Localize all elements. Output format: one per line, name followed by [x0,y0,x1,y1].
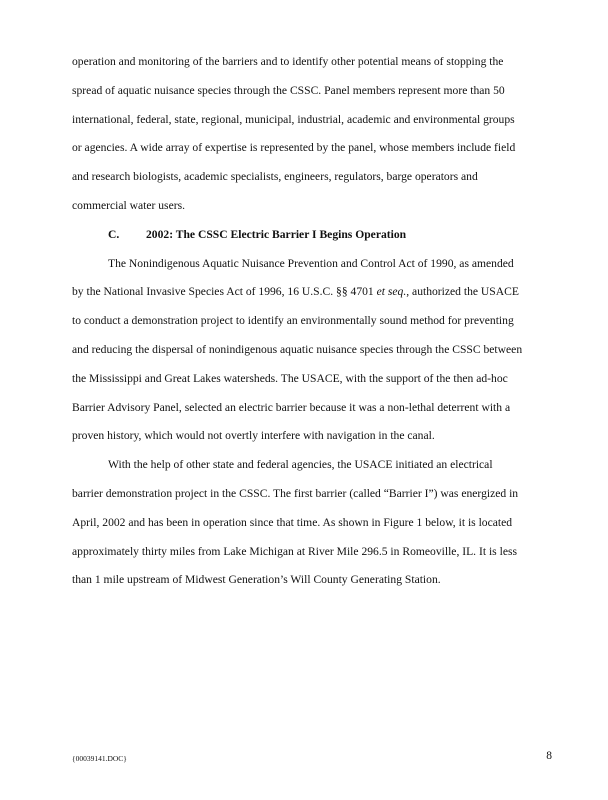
paragraph-panel-members [72,48,552,221]
text-line: and research biologists, academic specialists, engineers, regulators, barge operators and [72,170,478,184]
text-line: proven history, which would not overtly interfere with navigation in the canal. [72,429,435,443]
document-body [72,48,552,595]
text-line: With the help of other state and federal agencies, the USACE initiated an electrical [108,458,493,472]
section-heading [72,221,552,250]
text-line: to conduct a demonstration project to identify an environmentally sound method for preventing [72,314,514,328]
text-line: international, federal, state, regional, municipal, industrial, academic and environmental groups [72,112,515,126]
paragraph-nansa [72,250,552,452]
section-title: 2002: The CSSC Electric Barrier I Begins Operation [146,227,407,241]
text-line: and reducing the dispersal of nonindigenous aquatic nuisance species through the CSSC between [72,342,523,356]
italic-citation: et seq. [376,285,407,299]
paragraph-barrier-demonstration [72,451,552,595]
text-line: The Nonindigenous Aquatic Nuisance Prevention and Control Act of 1990, as amended [108,256,514,270]
document-id: {00039141.DOC} [72,754,127,763]
text-line: than 1 mile upstream of Midwest Generation’s Will County Generating Station. [72,573,441,587]
text-line: April, 2002 and has been in operation since that time. As shown in Figure 1 below, it is located [72,515,513,529]
text-line: by the National Invasive Species Act of 1996, 16 U.S.C. §§ 4701 et seq., authorized the USACE [72,285,519,299]
text-line: spread of aquatic nuisance species through the CSSC. Panel members represent more than 50 [72,83,505,97]
page-number: 8 [546,750,552,762]
section-letter: C. [108,227,120,241]
text-line: operation and monitoring of the barriers and to identify other potential means of stopping the [72,55,504,68]
text-line: Barrier Advisory Panel, selected an electric barrier because it was a non-lethal deterrent with a [72,400,511,414]
text-line: approximately thirty miles from Lake Michigan at River Mile 296.5 in Romeoville, IL. It is less [72,544,517,558]
text-line: commercial water users. [72,198,185,212]
text-line: or agencies. A wide array of expertise is represented by the panel, whose members include field [72,141,516,155]
text-line: barrier demonstration project in the CSSC. The first barrier (called “Barrier I”) was energized in [72,486,519,500]
text-line: the Mississippi and Great Lakes watersheds. The USACE, with the support of the then ad-hoc [72,371,508,385]
